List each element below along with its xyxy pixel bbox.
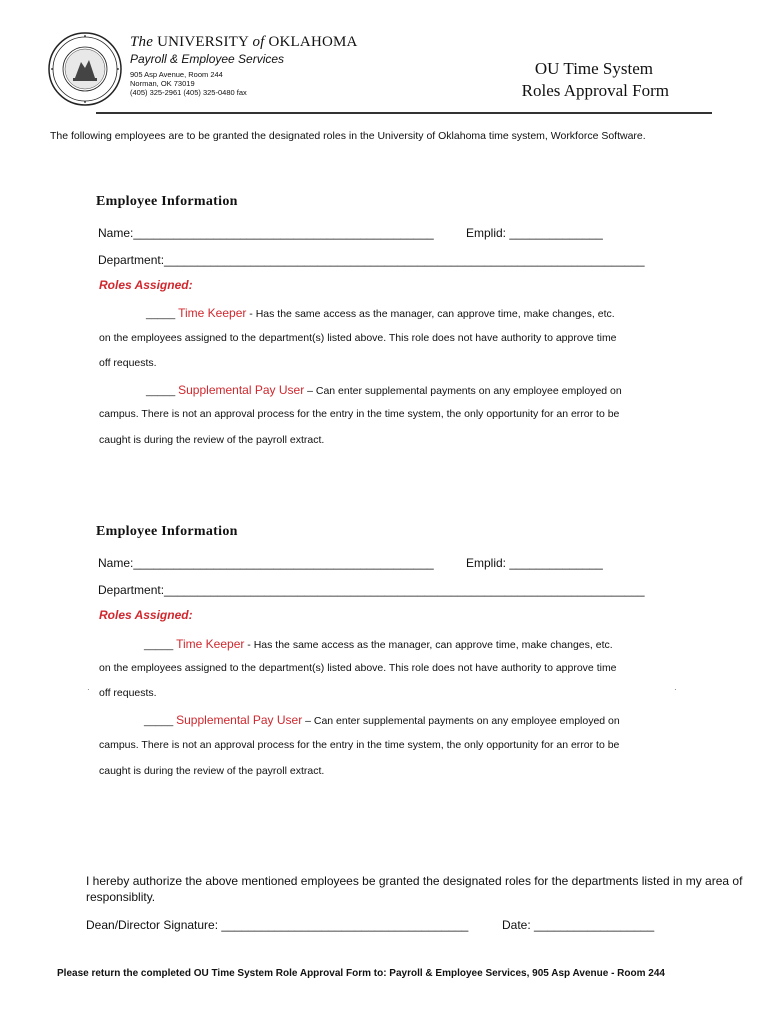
footer-instructions: Please return the completed OU Time System Role Approval Form to: Payroll & Employee Services, 905 Asp Avenue - Room 244	[57, 968, 665, 979]
time-keeper-desc: - Has the same access as the manager, can approve time, make changes, etc.	[249, 308, 615, 320]
time-keeper-row	[146, 306, 615, 320]
supplemental-pay-row	[144, 713, 620, 727]
emplid-field[interactable]: Emplid: ______________	[466, 226, 603, 240]
supplemental-pay-checkbox-blank[interactable]: _____	[146, 385, 176, 397]
department-field[interactable]: Department:________________________________________________________________________	[98, 253, 645, 267]
department-field[interactable]: Department:________________________________________________________________________	[98, 583, 645, 597]
time-keeper-checkbox-blank[interactable]: _____	[146, 308, 176, 320]
supplemental-pay-title: Supplemental Pay User	[178, 383, 305, 397]
authorization-statement: I hereby authorize the above mentioned employees be granted the designated roles for the departments listed in my area of responsiblity.	[86, 874, 743, 904]
section-heading: Employee Information	[96, 524, 238, 539]
form-title-line2: Roles Approval Form	[521, 81, 669, 100]
signature-field[interactable]: Dean/Director Signature: _____________________________________	[86, 918, 469, 932]
date-field[interactable]: Date: __________________	[502, 918, 655, 932]
supplemental-pay-line2: campus. There is not an approval process for the entry in the time system, the only opportunity for an error to be	[99, 739, 620, 751]
roles-assigned-label: Roles Assigned:	[99, 608, 193, 622]
section-heading: Employee Information	[96, 194, 238, 209]
emplid-field[interactable]: Emplid: ______________	[466, 556, 603, 570]
form-title-line1: OU Time System	[534, 59, 653, 78]
address-block: 905 Asp Avenue, Room 244 Norman, OK 73019 (405) 325-2961 (405) 325-0480 fax	[130, 70, 247, 97]
intro-text: The following employees are to be granted the designated roles in the University of Oklahoma time system, Workforce Software.	[50, 130, 646, 142]
roles-assigned-label: Roles Assigned:	[99, 278, 193, 292]
stray-mark: ·	[87, 685, 90, 694]
time-keeper-row	[144, 637, 613, 651]
time-keeper-line2: on the employees assigned to the department(s) listed above. This role does not have authority to approve time	[99, 662, 617, 674]
supplemental-pay-line3: caught is during the review of the payroll extract.	[99, 765, 325, 777]
supplemental-pay-line2: campus. There is not an approval process for the entry in the time system, the only opportunity for an error to be	[99, 408, 620, 420]
time-keeper-title: Time Keeper	[178, 306, 247, 320]
time-keeper-desc: - Has the same access as the manager, can approve time, make changes, etc.	[247, 639, 613, 651]
university-name: The UNIVERSITY of OKLAHOMA	[130, 34, 358, 50]
time-keeper-line2: on the employees assigned to the department(s) listed above. This role does not have authority to approve time	[99, 332, 617, 344]
supplemental-pay-row	[146, 383, 622, 397]
department-name: Payroll & Employee Services	[130, 52, 285, 66]
supplemental-pay-line3: caught is during the review of the payroll extract.	[99, 434, 325, 446]
header-divider	[96, 112, 712, 114]
supplemental-pay-desc: – Can enter supplemental payments on any employee employed on	[305, 715, 620, 727]
name-field[interactable]: Name:_____________________________________________	[98, 556, 434, 570]
time-keeper-line3: off requests.	[99, 687, 157, 699]
supplemental-pay-checkbox-blank[interactable]: _____	[144, 715, 174, 727]
name-field[interactable]: Name:_____________________________________________	[98, 226, 434, 240]
supplemental-pay-title: Supplemental Pay User	[176, 713, 303, 727]
stray-mark: ·	[674, 685, 677, 694]
time-keeper-checkbox-blank[interactable]: _____	[144, 639, 174, 651]
supplemental-pay-desc: – Can enter supplemental payments on any employee employed on	[307, 385, 622, 397]
university-seal-icon	[48, 32, 122, 106]
time-keeper-title: Time Keeper	[176, 637, 245, 651]
time-keeper-line3: off requests.	[99, 357, 157, 369]
